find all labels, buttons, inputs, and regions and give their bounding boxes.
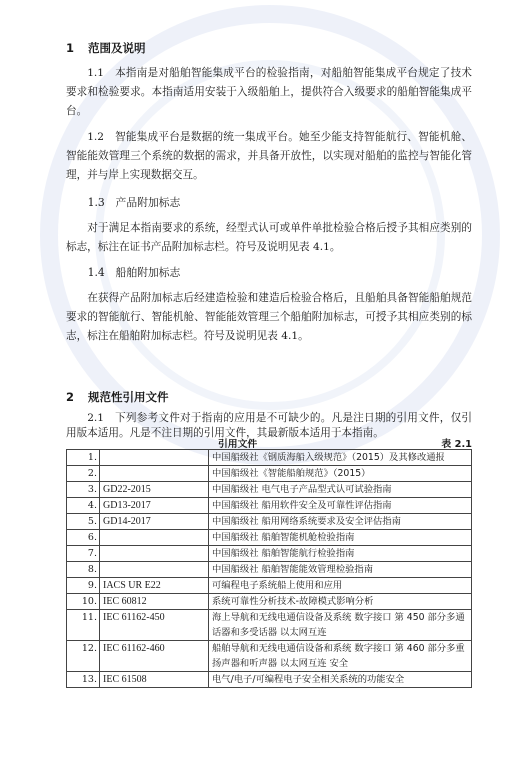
table-row: [67, 530, 472, 546]
ref-title-cell: 船舶导航和无线电通信设备和系统 数字接口 第 460 部分多重扬声器和听声器 以太网互连 安全: [209, 641, 472, 672]
ref-number-cell: 6.: [67, 530, 100, 546]
ref-title-cell: 中国船级社《智能船舶规范》（2015）: [209, 466, 472, 482]
ref-number-cell: 13.: [67, 672, 100, 688]
table-row: [67, 578, 472, 594]
ref-number-cell: 9.: [67, 578, 100, 594]
ref-code-cell: IEC 61508: [100, 672, 209, 688]
ref-code-cell: [100, 546, 209, 562]
table-caption-row: [66, 436, 472, 450]
ref-title-cell: 中国船级社 船舶智能航行检验指南: [209, 546, 472, 562]
ref-code-cell: GD22-2015: [100, 482, 209, 498]
ref-number-cell: 2.: [67, 466, 100, 482]
table-row: [67, 450, 472, 466]
ref-title-cell: 可编程电子系统船上使用和应用: [209, 578, 472, 594]
subheading-1-4: 1.4 船舶附加标志: [87, 266, 181, 279]
paragraph-2-1: 2.1 下列参考文件对于指南的应用是不可缺少的。凡是注日期的引用文件，仅引用版本适用。凡是不注日期的引用文件，其最新版本适用于本指南。: [66, 412, 472, 439]
section-1-number: 1: [66, 41, 75, 55]
table-row: [67, 594, 472, 610]
ref-title-cell: 中国船级社 船舶智能机舱检验指南: [209, 530, 472, 546]
ref-title-cell: 海上导航和无线电通信设备及系统 数字接口 第 450 部分多通话器和多受话器 以太网互连: [209, 610, 472, 641]
paragraph-1-3: 对于满足本指南要求的系统，经型式认可或单件单批检验合格后授予其相应类别的标志，标注在证书产品附加标志栏。符号及说明见表 4.1。: [66, 222, 472, 253]
ref-title-cell: 中国船级社 船用软件安全及可靠性评估指南: [209, 498, 472, 514]
section-1-title: 范围及说明: [88, 41, 146, 55]
table-row: [67, 514, 472, 530]
table-row: [67, 641, 472, 672]
ref-code-cell: IEC 61162-460: [100, 641, 209, 672]
ref-code-cell: IACS UR E22: [100, 578, 209, 594]
ref-code-cell: GD13-2017: [100, 498, 209, 514]
ref-title-cell: 中国船级社 电气电子产品型式认可试验指南: [209, 482, 472, 498]
references-table: [66, 449, 472, 688]
section-2-number: 2: [66, 390, 75, 404]
ref-code-cell: [100, 562, 209, 578]
table-row: [67, 482, 472, 498]
subheading-1-3: 1.3 产品附加标志: [87, 196, 181, 209]
ref-code-cell: [100, 530, 209, 546]
paragraph-1-2: 1.2 智能集成平台是数据的统一集成平台。她至少能支持智能航行、智能机舱、智能能效管理三个系统的数据的需求，并具备开放性，以实现对船舶的监控与智能化管理，并与岸上实现数据交互。: [66, 131, 472, 181]
section-2-heading: [66, 389, 169, 405]
ref-number-cell: 12.: [67, 641, 100, 672]
ref-code-cell: IEC 60812: [100, 594, 209, 610]
ref-title-cell: 中国船级社 船用网络系统要求及安全评估指南: [209, 514, 472, 530]
ref-number-cell: 5.: [67, 514, 100, 530]
ref-number-cell: 11.: [67, 610, 100, 641]
ref-number-cell: 7.: [67, 546, 100, 562]
ref-code-cell: [100, 466, 209, 482]
ref-number-cell: 10.: [67, 594, 100, 610]
ref-title-cell: 系统可靠性分析技术-故障模式影响分析: [209, 594, 472, 610]
table-row: [67, 546, 472, 562]
ref-title-cell: 中国船级社《钢质海船入级规范》（2015）及其修改通报: [209, 450, 472, 466]
ref-number-cell: 1.: [67, 450, 100, 466]
ref-code-cell: [100, 450, 209, 466]
ref-number-cell: 8.: [67, 562, 100, 578]
table-label: 表 2.1: [441, 439, 472, 450]
ref-number-cell: 3.: [67, 482, 100, 498]
ref-code-cell: IEC 61162-450: [100, 610, 209, 641]
section-2-title: 规范性引用文件: [88, 390, 169, 404]
table-row: [67, 498, 472, 514]
table-row: [67, 672, 472, 688]
section-1-heading: [66, 40, 146, 56]
table-row: [67, 466, 472, 482]
paragraph-1-4: 在获得产品附加标志后经建造检验和建造后检验合格后，且船舶具备智能船舶规范要求的智能航行、智能机舱、智能能效管理三个船舶附加标志，可授予其相应类别的标志，标注在船舶附加标志栏。符号及说明见表 4.1。: [66, 292, 472, 342]
table-caption: 引用文件: [218, 439, 258, 450]
ref-number-cell: 4.: [67, 498, 100, 514]
table-row: [67, 562, 472, 578]
ref-title-cell: 电气/电子/可编程电子安全相关系统的功能安全: [209, 672, 472, 688]
table-row: [67, 610, 472, 641]
ref-code-cell: GD14-2017: [100, 514, 209, 530]
ref-title-cell: 中国船级社 船舶智能能效管理检验指南: [209, 562, 472, 578]
paragraph-1-1: 1.1 本指南是对船舶智能集成平台的检验指南，对船舶智能集成平台规定了技术要求和检验要求。本指南适用安装于入级船舶上，提供符合入级要求的船舶智能集成平台。: [66, 67, 472, 117]
